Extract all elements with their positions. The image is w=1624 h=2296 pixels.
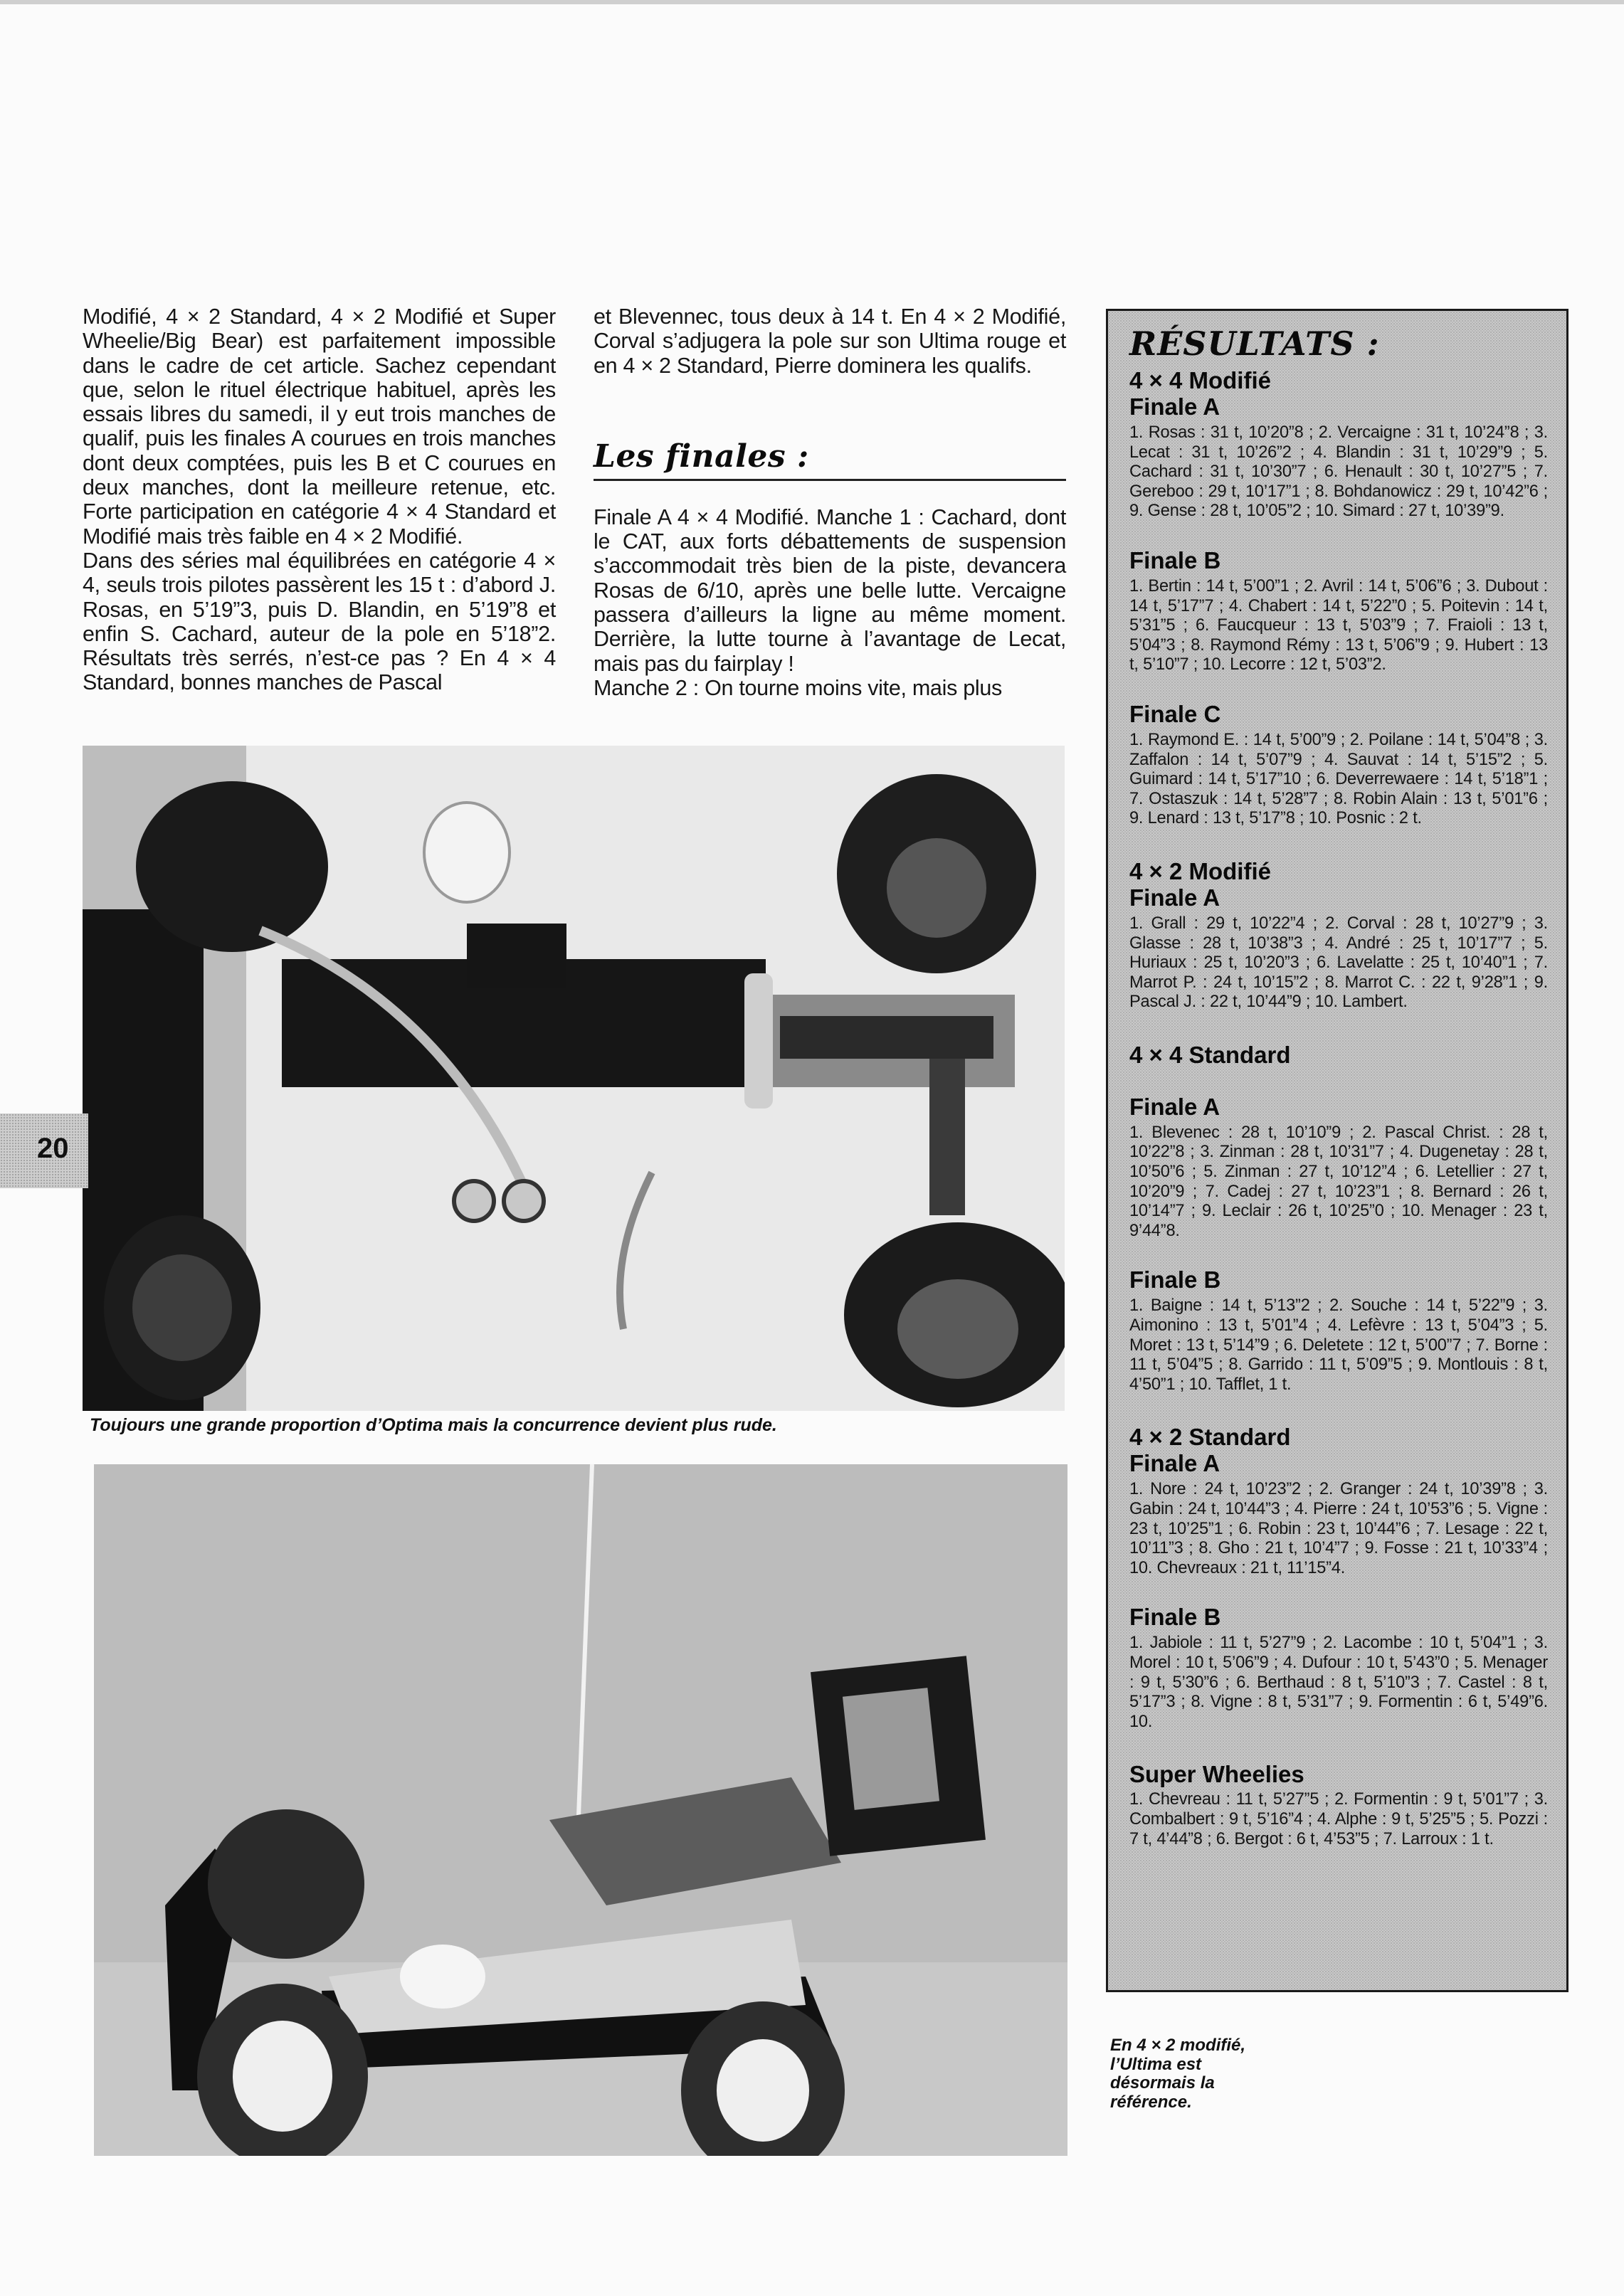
photo-caption: En 4 × 2 modifié, l’Ultima est désormais la référence. <box>1110 2036 1246 2112</box>
category-heading: 4 × 4 Modifié <box>1129 367 1271 393</box>
photo-rc-chassis <box>83 746 1065 1411</box>
finale-heading: Finale A <box>1129 393 1220 420</box>
heading-rule <box>594 479 1066 481</box>
category-heading: 4 × 4 Standard <box>1129 1041 1291 1068</box>
page-top-edge <box>0 0 1624 4</box>
finale-heading: Finale B <box>1129 1266 1221 1294</box>
finale-results: 1. Baigne : 14 t, 5’13”2 ; 2. Souche : 14 t, 5’22”9 ; 3. Aimonino : 13 t, 5’01”4 ; 4. Lefèvre : 13 t, 5’04”3 ; 5. Moret : 13 t, 5’14”9 ; 6. Deletete : 12 t, 5’00”7 ; 7. Borne : 11 t, 5’04”5 ; 8. Garrido : 11 t, 5’09”5 ; 9. Montlouis : 8 t, 4’50”1 ; 10. Tafflet, 1 t. <box>1129 1296 1548 1394</box>
article-paragraph: et Blevennec, tous deux à 14 t. En 4 × 2 Modifié, Corval s’adjugera la pole sur son Ultima rouge et en 4 × 2 Standard, Pierre dominera les qualifs. <box>594 305 1066 378</box>
category-heading: 4 × 2 Modifié <box>1129 857 1271 884</box>
photo-caption: Toujours une grande proportion d’Optima mais la concurrence devient plus rude. <box>90 1415 777 1435</box>
photo-rc-ultima <box>94 1464 1067 2156</box>
article-paragraph: Manche 2 : On tourne moins vite, mais plus <box>594 675 1002 700</box>
category-heading: Super Wheelies <box>1129 1761 1304 1788</box>
finale-heading: Finale A <box>1129 1450 1220 1477</box>
finale-results: 1. Chevreau : 11 t, 5’27”5 ; 2. Formentin : 9 t, 5’01”7 ; 3. Combalbert : 9 t, 5’16”4 ; 4. Alphe : 9 t, 5’25”5 ; 5. Pozzi : 7 t, 4’44”8 ; 6. Bergot : 6 t, 4’53”5 ; 7. Larroux : 1 t. <box>1129 1790 1548 1848</box>
article-paragraph: Modifié, 4 × 2 Standard, 4 × 2 Modifié et Super Wheelie/Big Bear) est parfaitement impossible dans le cadre de cet article. Sachez cependant que, selon le rituel électrique habituel, après les essais libres du samedi, il y eut trois manches de qualif, puis les finales A courues en trois manches dont deux comptées, puis les B et C courues en deux manches, dont la meilleure retenue, etc. Forte participation en catégorie 4 × 4 Standard et Modifié mais très faible en 4 × 2 Modifié. <box>83 305 556 549</box>
finale-results: 1. Jabiole : 11 t, 5’27”9 ; 2. Lacombe : 10 t, 5’04”1 ; 3. Morel : 10 t, 5’06”9 ; 4. Dufour : 10 t, 5’43”0 ; 5. Menager : 9 t, 5’30”6 ; 6. Berthaud : 8 t, 5’10”3 ; 7. Castel : 8 t, 5’17”3 ; 8. Vigne : 8 t, 5’31”7 ; 9. Formentin : 6 t, 5’49”6. 10. <box>1129 1634 1548 1731</box>
finale-results: 1. Nore : 24 t, 10’23”2 ; 2. Granger : 24 t, 10’39”8 ; 3. Gabin : 24 t, 10’44”3 ; 4. Pierre : 24 t, 10’53”6 ; 5. Vigne : 23 t, 10’25”1 ; 6. Robin : 23 t, 10’44”6 ; 7. Lesage : 22 t, 10’11”3 ; 8. Gho : 21 t, 10’4”7 ; 9. Fosse : 21 t, 10’33”4 ; 10. Chevreaux : 21 t, 11’15”4. <box>1129 1480 1548 1577</box>
finale-heading: Finale A <box>1129 884 1220 911</box>
results-title: RÉSULTATS : <box>1129 324 1380 363</box>
article-paragraph: Dans des séries mal équilibrées en catégorie 4 × 4, seuls trois pilotes passèrent les 15 t : d’abord J. Rosas, en 5’19”3, puis D. Blandin, en 5’19”8 et enfin S. Cachard, auteur de la pole en 5’18”2. Résultats très serrés, n’est-ce pas ? En 4 × 4 Standard, bonnes manches de Pascal <box>83 548 556 695</box>
rc-chassis-illustration-icon <box>83 746 1065 1411</box>
page-number: 20 <box>37 1133 69 1164</box>
article-column-1 <box>83 305 556 695</box>
finale-results: 1. Bertin : 14 t, 5’00”1 ; 2. Avril : 14 t, 5’06”6 ; 3. Dubout : 14 t, 5’17”7 ; 4. Chabert : 14 t, 5’22”0 ; 5. Poitevin : 14 t, 5’31”5 ; 6. Faucqueur : 13 t, 5’03”9 ; 7. Fraioli : 13 t, 5’04”3 ; 8. Raymond Rémy : 13 t, 5’06”9 ; 9. Hubert : 13 t, 5’10”7 ; 10. Lecorre : 12 t, 5’03”2. <box>1129 576 1548 674</box>
finale-results: 1. Blevenec : 28 t, 10’10”9 ; 2. Pascal Christ. : 28 t, 10’22”8 ; 3. Zinman : 28 t, 10’31”7 ; 4. Dugenetay : 28 t, 10’50”6 ; 5. Zinman : 27 t, 10’12”4 ; 6. Letellier : 27 t, 10’20”9 ; 7. Cadej : 27 t, 10’23”1 ; 8. Bernard : 26 t, 10’14”7 ; 9. Leclair : 26 t, 10’25”0 ; 10. Menager : 23 t, 9’44”8. <box>1129 1123 1548 1240</box>
finale-heading: Finale A <box>1129 1093 1220 1120</box>
finale-results: 1. Raymond E. : 14 t, 5’00”9 ; 2. Poilane : 14 t, 5’04”8 ; 3. Zaffalon : 14 t, 5’07”9 ; 4. Sauvat : 14 t, 5’15”2 ; 5. Guimard : 14 t, 5’17”10 ; 6. Deverrewaere : 14 t, 5’18”1 ; 7. Ostaszuk : 14 t, 5’28”7 ; 8. Robin Alain : 13 t, 5’01”6 ; 9. Lenard : 13 t, 5’17”8 ; 10. Posnic : 2 t. <box>1129 730 1548 828</box>
results-box <box>1106 309 1568 1992</box>
finale-heading: Finale B <box>1129 546 1221 573</box>
rc-buggy-illustration-icon <box>94 1464 1067 2156</box>
finale-heading: Finale C <box>1129 700 1221 727</box>
finale-heading: Finale B <box>1129 1604 1221 1631</box>
category-heading: 4 × 2 Standard <box>1129 1424 1291 1451</box>
finale-results: 1. Rosas : 31 t, 10’20”8 ; 2. Vercaigne : 31 t, 10’24”8 ; 3. Lecat : 31 t, 10’26”2 ; 4. Blandin : 31 t, 10’29”9 ; 5. Cachard : 31 t, 10’30”7 ; 6. Henault : 30 t, 10’27”5 ; 7. Gereboo : 29 t, 10’17”1 ; 8. Bohdanowicz : 29 t, 10’42”6 ; 9. Gense : 28 t, 10’05”2 ; 10. Simard : 27 t, 10’39”9. <box>1129 423 1548 521</box>
section-heading-finales: Les finales : <box>594 438 809 475</box>
article-paragraph: Finale A 4 × 4 Modifié. Manche 1 : Cachard, dont le CAT, aux forts débattements de suspension s’accommodait très bien de la piste, devancera Rosas de 6/10, après une belle lutte. Vercaigne passera d’ailleurs la ligne au même moment. Derrière, la lutte tourne à l’avantage de Lecat, mais pas du fairplay ! <box>594 504 1066 676</box>
finale-results: 1. Grall : 29 t, 10’22”4 ; 2. Corval : 28 t, 10’27”9 ; 3. Glasse : 28 t, 10’38”3 ; 4. André : 25 t, 10’17”7 ; 5. Huriaux : 25 t, 10’20”3 ; 6. Lavelatte : 25 t, 10’40”1 ; 7. Marrot P. : 24 t, 10’15”2 ; 8. Marrot C. : 22 t, 9’28”1 ; 9. Pascal J. : 22 t, 10’44”9 ; 10. Lambert. <box>1129 914 1548 1012</box>
article-column-2 <box>594 305 1066 700</box>
